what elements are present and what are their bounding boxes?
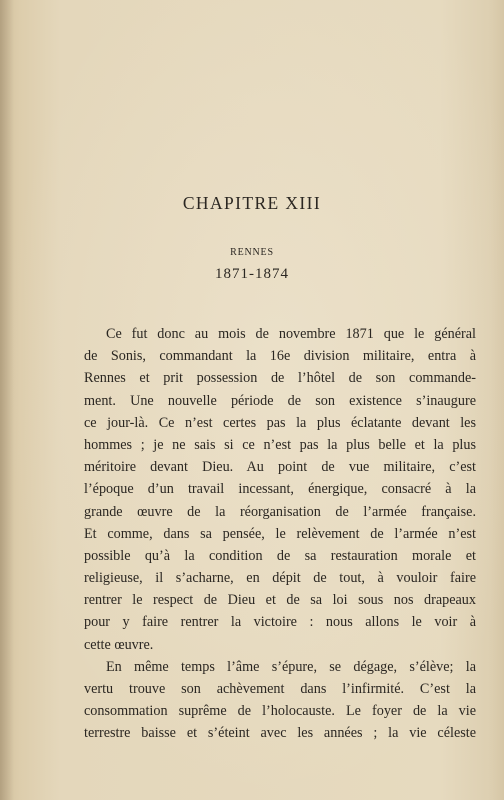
section-title: RENNES [230, 247, 274, 258]
body-text [84, 323, 476, 745]
page-gutter-shadow [0, 0, 14, 800]
chapter-date-range: 1871-1874 [215, 266, 289, 282]
text-line: ment. Une nouvelle période de son existence s’inaugure [84, 392, 476, 409]
text-line: Ce fut donc au mois de novembre 1871 que le général [106, 326, 476, 342]
text-line: terrestre baisse et s’éteint avec les années ; la vie céleste [84, 725, 476, 742]
text-line: Et comme, dans sa pensée, le relèvement de l’armée n’est [84, 525, 476, 542]
text-line: hommes ; je ne sais si ce n’est pas la plus belle et la plus [84, 436, 476, 453]
text-line: méritoire devant Dieu. Au point de vue militaire, c’est [84, 459, 476, 476]
text-line: consommation suprême de l’holocauste. Le foyer de la vie [84, 703, 476, 720]
chapter-title: CHAPITRE XIII [182, 193, 322, 213]
text-line: possible qu’à la condition de sa restauration morale et [84, 547, 476, 564]
text-line: cette œuvre. [84, 636, 154, 653]
text-line: Rennes et prit possession de l’hôtel de son commande- [84, 370, 476, 387]
text-line: de Sonis, commandant la 16e division militaire, entra à [84, 348, 476, 365]
text-line: vertu trouve son achèvement dans l’infirmité. C’est la [84, 681, 476, 697]
text-line: ce jour-là. Ce n’est certes pas la plus éclatante devant les [84, 414, 476, 431]
text-line: religieuse, il s’acharne, en dépit de tout, à vouloir faire [84, 570, 476, 587]
text-line: grande œuvre de la réorganisation de l’armée française. [84, 503, 476, 520]
text-line: pour y faire rentrer la victoire : nous allons le voir à [84, 614, 476, 631]
text-line: En même temps l’âme s’épure, se dégage, s’élève; la [106, 658, 476, 675]
text-line: l’époque d’un travail incessant, énergique, consacré à la [84, 481, 476, 498]
text-line: rentrer le respect de Dieu et de sa loi sous nos drapeaux [84, 592, 476, 609]
